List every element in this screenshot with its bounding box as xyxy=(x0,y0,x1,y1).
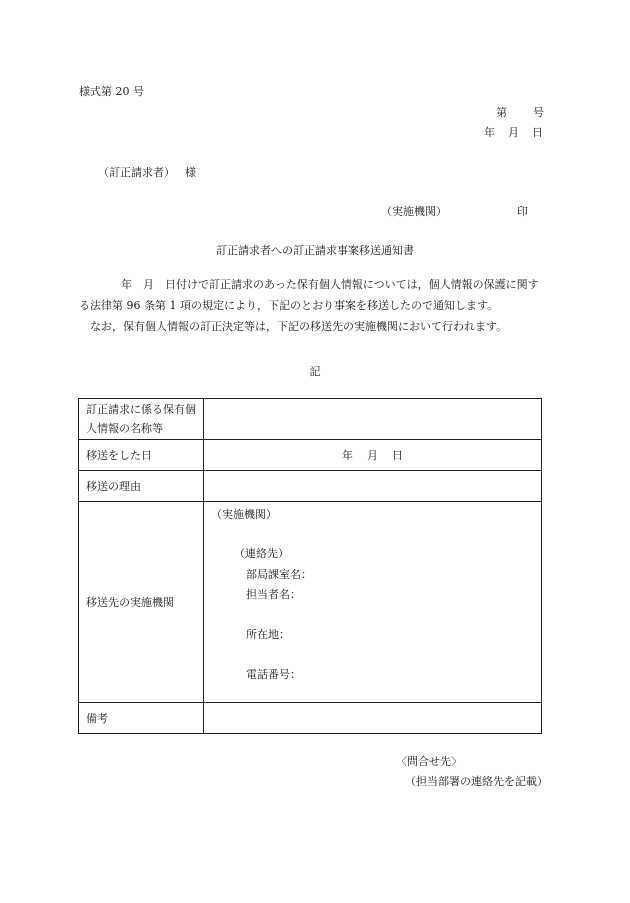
row-value-destination xyxy=(204,502,542,703)
document-date xyxy=(484,124,543,140)
row-value-transfer-reason xyxy=(204,471,542,502)
row-label-remarks: 備考 xyxy=(79,703,204,734)
dest-address: 所在地： xyxy=(246,628,290,641)
document-title: 訂正請求者への訂正請求事案移送通知書 xyxy=(216,244,414,257)
ki-heading: 記 xyxy=(309,365,321,378)
detail-table xyxy=(78,398,542,734)
body-text xyxy=(79,274,549,337)
transfer-day: 日 xyxy=(392,449,403,462)
addressee xyxy=(98,164,196,180)
row-label-destination: 移送先の実施機関 xyxy=(79,502,204,703)
table-row xyxy=(79,399,542,440)
date-month: 月 xyxy=(508,126,519,139)
transfer-month: 月 xyxy=(367,449,378,462)
table-row xyxy=(79,703,542,734)
issuer: （実施機関） xyxy=(381,205,447,218)
addressee-name: （訂正請求者） xyxy=(98,166,175,179)
dest-person: 担当者名： xyxy=(246,588,301,601)
inquiry-note: （担当部署の連絡先を記載） xyxy=(405,775,548,788)
form-number: 様式第 20 号 xyxy=(79,85,144,98)
dest-department: 部局課室名： xyxy=(246,568,312,581)
table-row xyxy=(79,502,542,703)
dest-phone: 電話番号： xyxy=(246,668,301,681)
dest-contact: （連絡先） xyxy=(234,547,289,560)
inquiry-heading: 〈問合せ先〉 xyxy=(396,755,462,768)
row-label-transfer-date: 移送をした日 xyxy=(79,440,204,471)
row-value-transfer-date xyxy=(204,440,542,471)
doc-number-suffix: 号 xyxy=(533,106,544,119)
body-paragraph-2: なお，保有個人情報の訂正決定等は，下記の移送先の実施機関において行われます。 xyxy=(90,320,508,333)
document-number xyxy=(496,104,544,120)
body-paragraph-1: 年 月 日付けで訂正請求のあった保有個人情報については，個人情報の保護に関する法律第 96 条第 1 項の規定により，下記のとおり事案を移送したので通知します。 xyxy=(79,278,539,312)
transfer-year: 年 xyxy=(342,449,353,462)
table-row xyxy=(79,471,542,502)
row-label-info-name: 訂正請求に係る保有個人情報の名称等 xyxy=(79,399,204,440)
table-row xyxy=(79,440,542,471)
dest-agency: （実施機関） xyxy=(211,508,277,521)
row-value-remarks xyxy=(204,703,542,734)
doc-number-prefix: 第 xyxy=(496,106,507,119)
date-day: 日 xyxy=(532,126,543,139)
seal-mark: 印 xyxy=(517,205,528,218)
row-label-transfer-reason: 移送の理由 xyxy=(79,471,204,502)
addressee-honorific: 様 xyxy=(185,166,196,179)
date-year: 年 xyxy=(484,126,495,139)
row-value-info-name xyxy=(204,399,542,440)
